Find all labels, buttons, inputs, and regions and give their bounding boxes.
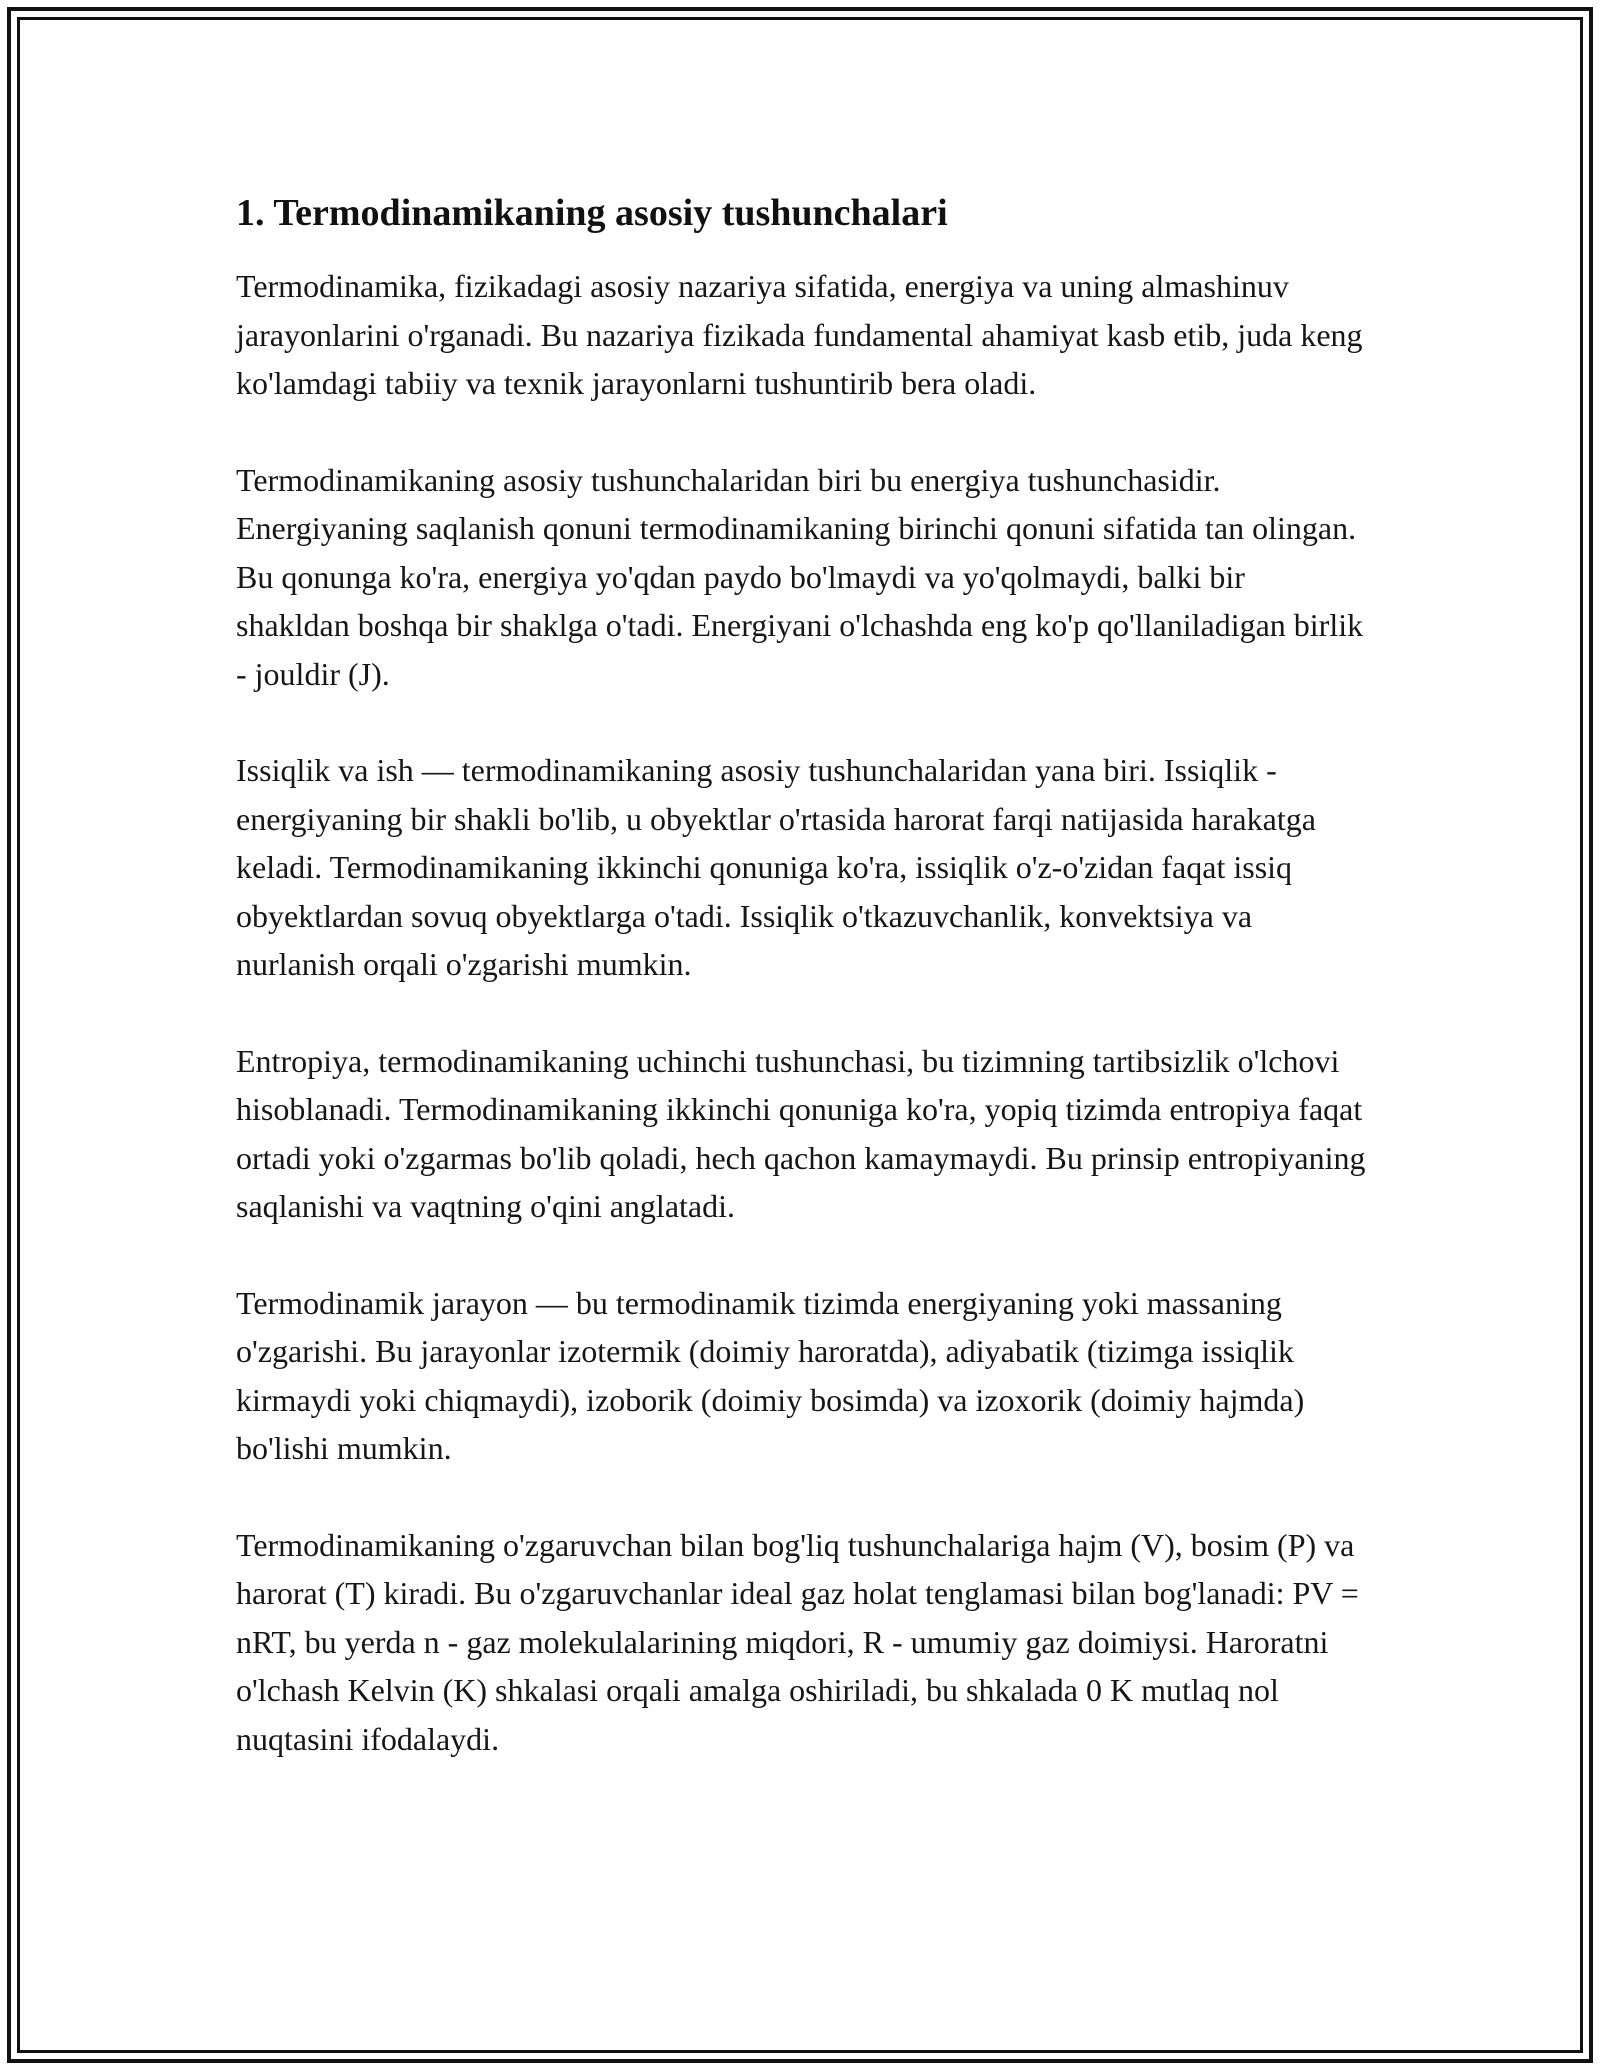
paragraph-entropy: Entropiya, termodinamikaning uchinchi tushunchasi, bu tizimning tartibsizlik o'lchovi hisoblanadi. Termodinamikaning ikkinchi qonuniga ko'ra, yopiq tizimda entropiya faqat ortadi yoki o'zgarmas bo'lib qoladi, hech qachon kamaymaydi. Bu prinsip entropiyaning saqlanishi va vaqtning o'qini anglatadi. [236,1042,1366,1224]
paragraph-intro: Termodinamika, fizikadagi asosiy nazariya sifatida, energiya va uning almashinuv jarayonlarini o'rganadi. Bu nazariya fizikada fundamental ahamiyat kasb etib, juda keng ko'lamdagi tabiiy va texnik jarayonlarni tushuntirib bera oladi. [236,268,1363,401]
document-body [236,186,1376,1763]
paragraph-process: Termodinamik jarayon — bu termodinamik tizimda energiyaning yoki massaning o'zgarishi. Bu jarayonlar izotermik (doimiy haroratda), adiyabatik (tizimga issiqlik kirmaydi yoki chiqmaydi), izoborik (doimiy bosimda) va izoxorik (doimiy hajmda) bo'lishi mumkin. [236,1284,1305,1466]
paragraph-heat-work: Issiqlik va ish — termodinamikaning asosiy tushunchalaridan yana biri. Issiqlik - energiyaning bir shakli bo'lib, u obyektlar o'rtasida harorat farqi natijasida harakatga keladi. Termodinamikaning ikkinchi qonuniga ko'ra, issiqlik o'z-o'zidan faqat issiq obyektlardan sovuq obyektlarga o'tadi. Issiqlik o'tkazuvchanlik, konvektsiya va nurlanish orqali o'zgarishi mumkin. [236,752,1316,982]
section-heading: 1. Termodinamikaning asosiy tushunchalari [236,192,948,234]
paragraph-energy: Termodinamikaning asosiy tushunchalaridan biri bu energiya tushunchasidir. Energiyaning saqlanish qonuni termodinamikaning birinchi qonuni sifatida tan olingan. Bu qonunga ko'ra, energiya yo'qdan paydo bo'lmaydi va yo'qolmaydi, balki bir shakldan boshqa bir shaklga o'tadi. Energiyani o'lchashda eng ko'p qo'llaniladigan birlik - jouldir (J). [236,461,1364,692]
paragraph-variables: Termodinamikaning o'zgaruvchan bilan bog'liq tushunchalariga hajm (V), bosim (P) va harorat (T) kiradi. Bu o'zgaruvchanlar ideal gaz holat tenglamasi bilan bog'lanadi: PV = nRT, bu yerda n - gaz molekulalarining miqdori, R - umumiy gaz doimiysi. Haroratni o'lchash Kelvin (K) shkalasi orqali amalga oshiriladi, bu shkalada 0 K mutlaq nol nuqtasini ifodalaydi. [236,1526,1359,1757]
